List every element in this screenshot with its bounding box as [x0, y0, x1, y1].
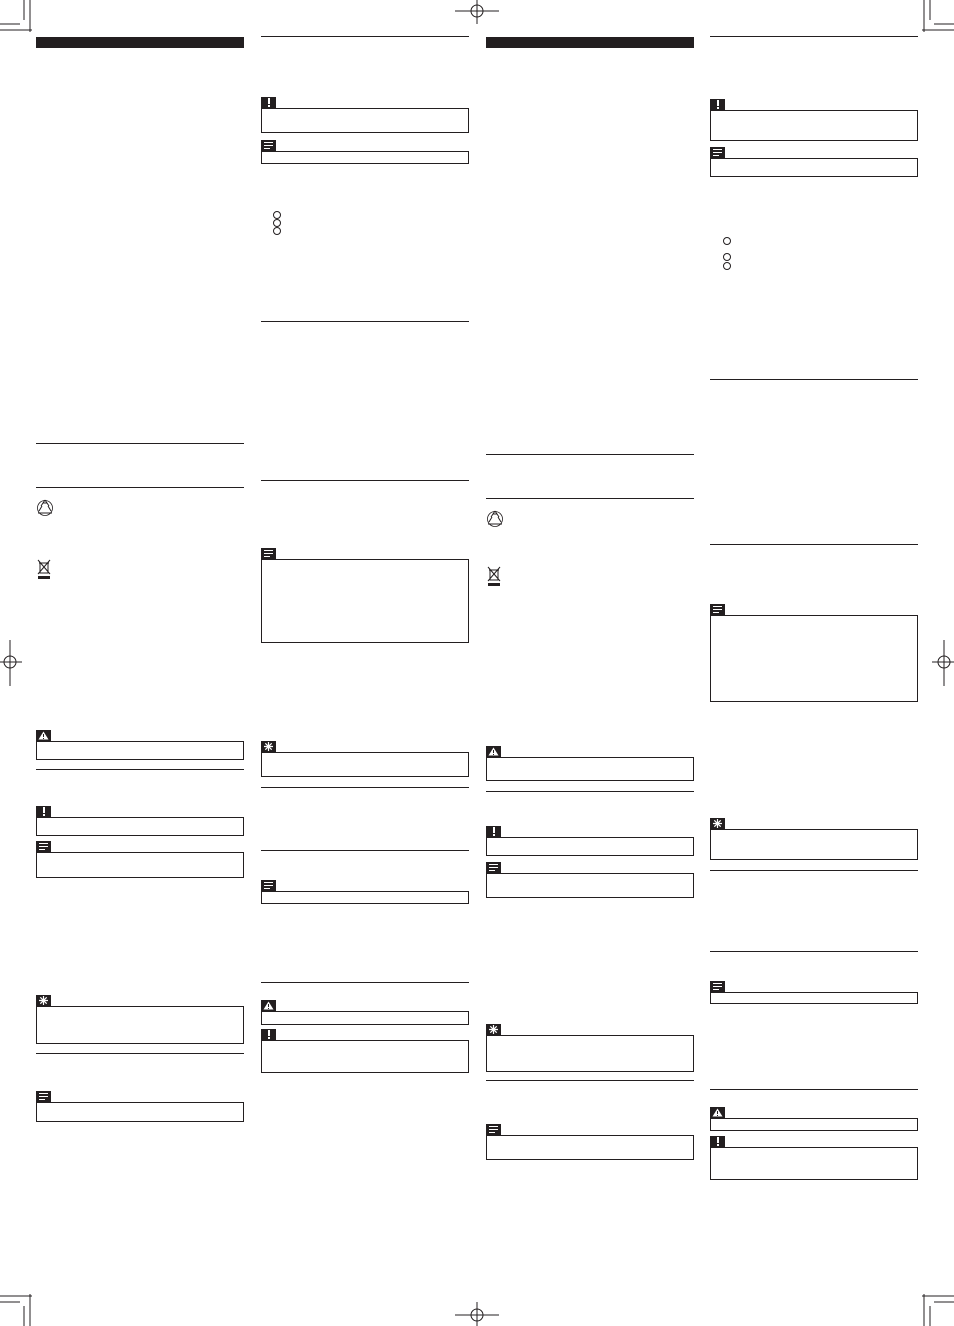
note-lines-icon — [486, 862, 501, 873]
section-rule — [486, 1080, 694, 1081]
important-box — [36, 817, 244, 836]
step-marker — [273, 219, 281, 227]
step-marker — [723, 262, 731, 270]
note-lines-icon — [486, 1124, 501, 1135]
note-box — [261, 559, 469, 643]
section-rule — [486, 791, 694, 792]
caution-box — [36, 741, 244, 760]
exclamation-icon — [710, 1136, 725, 1147]
note-box — [486, 873, 694, 898]
section-rule — [710, 36, 918, 37]
section-rule — [710, 544, 918, 545]
section-rule — [261, 480, 469, 481]
note-lines-icon — [710, 604, 725, 615]
section-rule — [710, 1089, 918, 1090]
section-header-bar — [36, 37, 244, 48]
note-box — [486, 1135, 694, 1160]
section-rule — [486, 498, 694, 499]
section-rule — [36, 769, 244, 770]
step-marker — [723, 237, 731, 245]
note-box — [261, 151, 469, 164]
registration-crosshair-icon — [0, 640, 22, 686]
important-box — [710, 110, 918, 141]
asterisk-icon — [36, 995, 51, 1006]
crossed-bin-icon — [487, 566, 501, 587]
note-box — [36, 852, 244, 878]
registration-crosshair-icon — [932, 640, 954, 686]
important-box — [710, 1147, 918, 1180]
exclamation-icon — [36, 806, 51, 817]
step-marker — [273, 211, 281, 219]
recycle-icon — [486, 510, 504, 527]
exclamation-icon — [710, 99, 725, 110]
note-lines-icon — [261, 880, 276, 891]
crop-mark-icon — [0, 1286, 40, 1326]
note-lines-icon — [261, 548, 276, 559]
crop-mark-icon — [914, 0, 954, 40]
section-rule — [36, 1053, 244, 1054]
important-box — [261, 1040, 469, 1073]
tip-box — [261, 752, 469, 777]
asterisk-icon — [486, 1024, 501, 1035]
important-box — [261, 108, 469, 133]
section-rule — [261, 850, 469, 851]
tip-box — [710, 829, 918, 860]
tip-box — [36, 1006, 244, 1044]
important-box — [486, 837, 694, 856]
warning-triangle-icon — [486, 746, 501, 757]
note-lines-icon — [36, 1091, 51, 1102]
section-rule — [261, 36, 469, 37]
note-box — [710, 992, 918, 1004]
section-rule — [261, 321, 469, 322]
section-rule — [261, 787, 469, 788]
note-box — [710, 158, 918, 177]
warning-triangle-icon — [261, 1000, 276, 1011]
caution-box — [486, 757, 694, 781]
exclamation-icon — [486, 826, 501, 837]
registration-crosshair-icon — [455, 0, 499, 26]
crossed-bin-icon — [37, 559, 51, 580]
exclamation-icon — [261, 97, 276, 108]
crop-mark-icon — [0, 0, 40, 40]
section-rule — [710, 951, 918, 952]
note-lines-icon — [710, 981, 725, 992]
registration-crosshair-icon — [455, 1302, 499, 1326]
section-rule — [710, 870, 918, 871]
section-header-bar — [486, 37, 694, 48]
section-rule — [486, 454, 694, 455]
section-rule — [261, 982, 469, 983]
recycle-icon — [36, 499, 54, 516]
section-rule — [710, 379, 918, 380]
note-lines-icon — [36, 841, 51, 852]
section-rule — [36, 487, 244, 488]
section-rule — [36, 443, 244, 444]
asterisk-icon — [710, 818, 725, 829]
note-box — [261, 891, 469, 904]
note-box — [710, 615, 918, 702]
warning-triangle-icon — [36, 730, 51, 741]
note-box — [36, 1102, 244, 1122]
crop-mark-icon — [914, 1286, 954, 1326]
step-marker — [723, 253, 731, 261]
note-lines-icon — [261, 140, 276, 151]
warning-triangle-icon — [710, 1107, 725, 1118]
caution-box — [261, 1011, 469, 1025]
asterisk-icon — [261, 741, 276, 752]
note-lines-icon — [710, 147, 725, 158]
tip-box — [486, 1035, 694, 1072]
caution-box — [710, 1118, 918, 1131]
step-marker — [273, 227, 281, 235]
exclamation-icon — [261, 1029, 276, 1040]
